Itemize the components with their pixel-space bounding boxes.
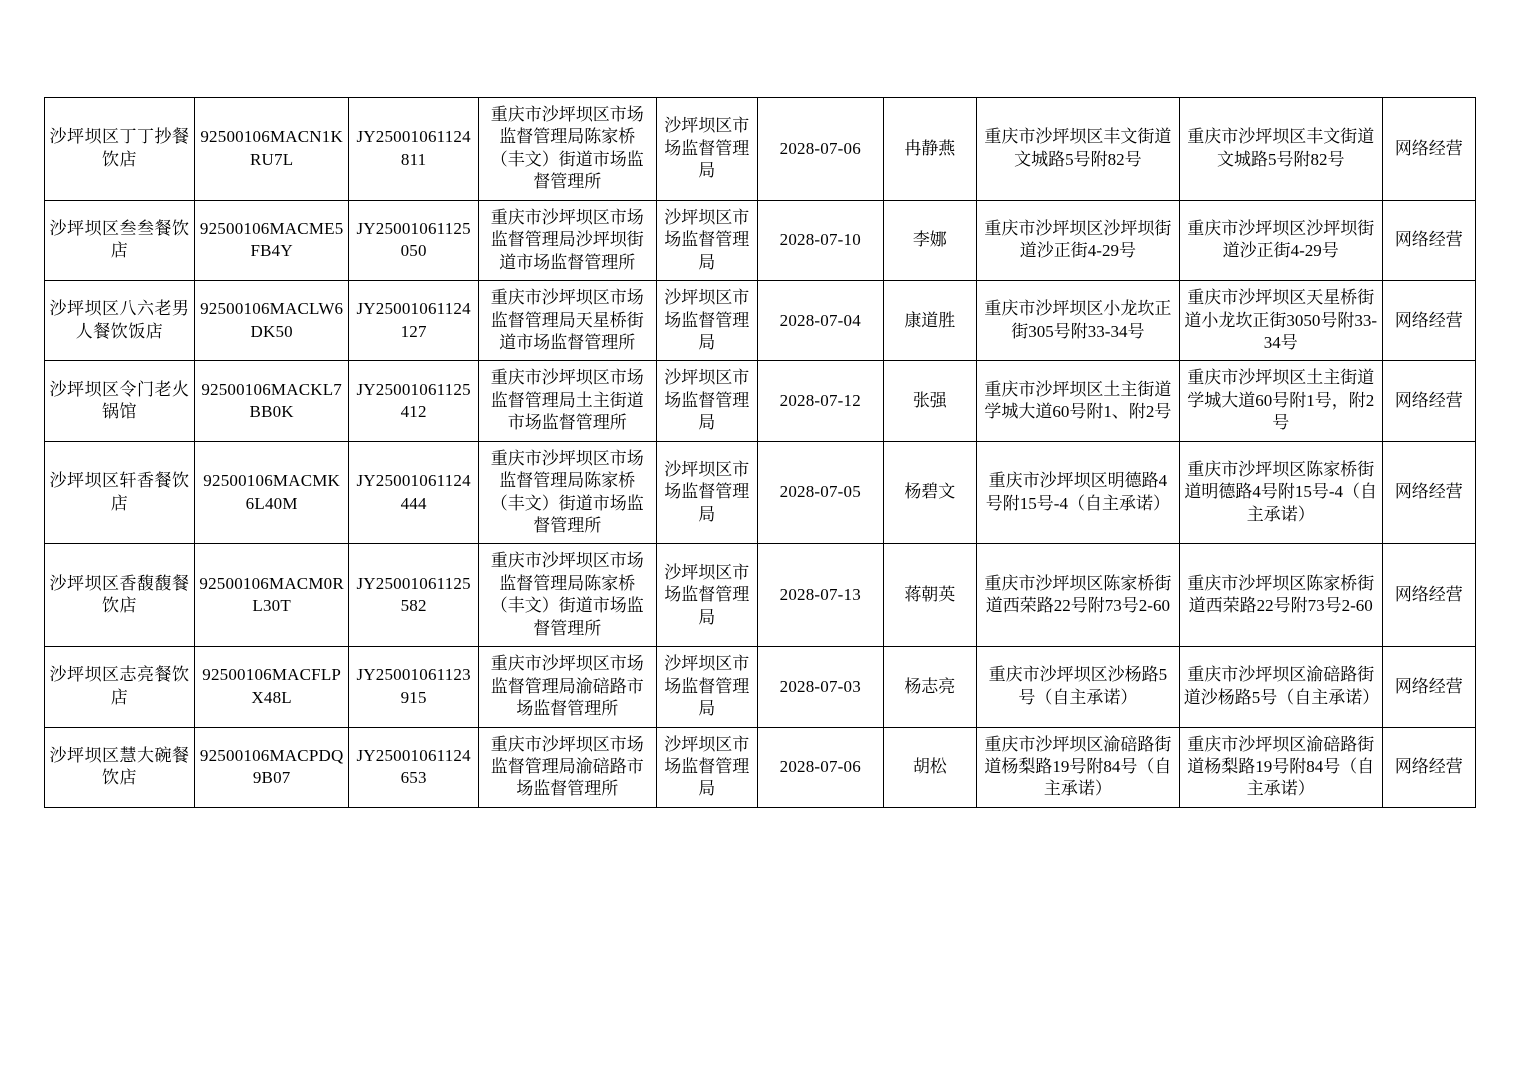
cell-credit-code: 92500106MACLW6DK50 [195, 281, 349, 361]
cell-business-address: 重庆市沙坪坝区小龙坎正街305号附33-34号 [976, 281, 1179, 361]
cell-issuer: 重庆市沙坪坝区市场监督管理局沙坪坝街道市场监督管理所 [479, 200, 656, 280]
cell-business-address: 重庆市沙坪坝区陈家桥街道西荣路22号附73号2-60 [976, 544, 1179, 647]
cell-name: 沙坪坝区志亮餐饮店 [45, 647, 195, 727]
cell-credit-code: 92500106MACPDQ9B07 [195, 727, 349, 807]
cell-business-mode: 网络经营 [1382, 441, 1475, 544]
cell-supervisor: 沙坪坝区市场监督管理局 [656, 200, 757, 280]
cell-business-address: 重庆市沙坪坝区明德路4号附15号-4（自主承诺） [976, 441, 1179, 544]
cell-issuer: 重庆市沙坪坝区市场监督管理局渝碚路市场监督管理所 [479, 727, 656, 807]
table-row [45, 647, 1476, 727]
cell-residence: 重庆市沙坪坝区陈家桥街道明德路4号附15号-4（自主承诺） [1179, 441, 1382, 544]
cell-residence: 重庆市沙坪坝区沙坪坝街道沙正街4-29号 [1179, 200, 1382, 280]
cell-business-mode: 网络经营 [1382, 281, 1475, 361]
table-body [45, 98, 1476, 808]
cell-license-no: JY25001061125050 [349, 200, 479, 280]
cell-business-mode: 网络经营 [1382, 727, 1475, 807]
cell-name: 沙坪坝区叁叁餐饮店 [45, 200, 195, 280]
cell-name: 沙坪坝区丁丁抄餐饮店 [45, 98, 195, 201]
cell-supervisor: 沙坪坝区市场监督管理局 [656, 361, 757, 441]
cell-supervisor: 沙坪坝区市场监督管理局 [656, 727, 757, 807]
cell-business-address: 重庆市沙坪坝区丰文街道文城路5号附82号 [976, 98, 1179, 201]
cell-license-no: JY25001061124444 [349, 441, 479, 544]
cell-business-address: 重庆市沙坪坝区沙杨路5号（自主承诺） [976, 647, 1179, 727]
cell-credit-code: 92500106MACME5FB4Y [195, 200, 349, 280]
table-row [45, 727, 1476, 807]
cell-valid-until: 2028-07-03 [757, 647, 883, 727]
cell-name: 沙坪坝区轩香餐饮店 [45, 441, 195, 544]
cell-issuer: 重庆市沙坪坝区市场监督管理局陈家桥（丰文）街道市场监督管理所 [479, 544, 656, 647]
cell-license-no: JY25001061124127 [349, 281, 479, 361]
cell-credit-code: 92500106MACKL7BB0K [195, 361, 349, 441]
cell-license-no: JY25001061125412 [349, 361, 479, 441]
table-row [45, 361, 1476, 441]
food-license-table [44, 97, 1476, 808]
cell-credit-code: 92500106MACFLPX48L [195, 647, 349, 727]
cell-supervisor: 沙坪坝区市场监督管理局 [656, 647, 757, 727]
cell-issuer: 重庆市沙坪坝区市场监督管理局陈家桥（丰文）街道市场监督管理所 [479, 441, 656, 544]
cell-credit-code: 92500106MACMK6L40M [195, 441, 349, 544]
cell-residence: 重庆市沙坪坝区天星桥街道小龙坎正街3050号附33-34号 [1179, 281, 1382, 361]
cell-issuer: 重庆市沙坪坝区市场监督管理局土主街道市场监督管理所 [479, 361, 656, 441]
cell-legal-person: 冉静燕 [883, 98, 976, 201]
table-row [45, 281, 1476, 361]
cell-residence: 重庆市沙坪坝区丰文街道文城路5号附82号 [1179, 98, 1382, 201]
cell-issuer: 重庆市沙坪坝区市场监督管理局陈家桥（丰文）街道市场监督管理所 [479, 98, 656, 201]
cell-business-address: 重庆市沙坪坝区土主街道学城大道60号附1、附2号 [976, 361, 1179, 441]
cell-legal-person: 蒋朝英 [883, 544, 976, 647]
cell-business-mode: 网络经营 [1382, 647, 1475, 727]
cell-business-mode: 网络经营 [1382, 200, 1475, 280]
cell-valid-until: 2028-07-10 [757, 200, 883, 280]
cell-valid-until: 2028-07-06 [757, 98, 883, 201]
cell-license-no: JY25001061124811 [349, 98, 479, 201]
cell-supervisor: 沙坪坝区市场监督管理局 [656, 441, 757, 544]
cell-issuer: 重庆市沙坪坝区市场监督管理局天星桥街道市场监督管理所 [479, 281, 656, 361]
cell-license-no: JY25001061124653 [349, 727, 479, 807]
cell-business-mode: 网络经营 [1382, 544, 1475, 647]
cell-legal-person: 胡松 [883, 727, 976, 807]
cell-name: 沙坪坝区令门老火锅馆 [45, 361, 195, 441]
table-row [45, 544, 1476, 647]
table-row [45, 441, 1476, 544]
cell-business-address: 重庆市沙坪坝区渝碚路街道杨梨路19号附84号（自主承诺） [976, 727, 1179, 807]
table-row [45, 200, 1476, 280]
cell-valid-until: 2028-07-13 [757, 544, 883, 647]
cell-legal-person: 杨碧文 [883, 441, 976, 544]
cell-credit-code: 92500106MACN1KRU7L [195, 98, 349, 201]
cell-supervisor: 沙坪坝区市场监督管理局 [656, 544, 757, 647]
cell-legal-person: 杨志亮 [883, 647, 976, 727]
cell-legal-person: 康道胜 [883, 281, 976, 361]
cell-issuer: 重庆市沙坪坝区市场监督管理局渝碚路市场监督管理所 [479, 647, 656, 727]
cell-residence: 重庆市沙坪坝区渝碚路街道沙杨路5号（自主承诺） [1179, 647, 1382, 727]
cell-name: 沙坪坝区慧大碗餐饮店 [45, 727, 195, 807]
cell-name: 沙坪坝区八六老男人餐饮饭店 [45, 281, 195, 361]
cell-valid-until: 2028-07-05 [757, 441, 883, 544]
cell-business-mode: 网络经营 [1382, 361, 1475, 441]
cell-residence: 重庆市沙坪坝区土主街道学城大道60号附1号，附2号 [1179, 361, 1382, 441]
cell-supervisor: 沙坪坝区市场监督管理局 [656, 281, 757, 361]
cell-business-address: 重庆市沙坪坝区沙坪坝街道沙正街4-29号 [976, 200, 1179, 280]
cell-license-no: JY25001061123915 [349, 647, 479, 727]
table-row [45, 98, 1476, 201]
cell-residence: 重庆市沙坪坝区渝碚路街道杨梨路19号附84号（自主承诺） [1179, 727, 1382, 807]
cell-credit-code: 92500106MACM0RL30T [195, 544, 349, 647]
cell-supervisor: 沙坪坝区市场监督管理局 [656, 98, 757, 201]
cell-residence: 重庆市沙坪坝区陈家桥街道西荣路22号附73号2-60 [1179, 544, 1382, 647]
cell-valid-until: 2028-07-06 [757, 727, 883, 807]
cell-business-mode: 网络经营 [1382, 98, 1475, 201]
cell-name: 沙坪坝区香馥馥餐饮店 [45, 544, 195, 647]
cell-valid-until: 2028-07-04 [757, 281, 883, 361]
cell-valid-until: 2028-07-12 [757, 361, 883, 441]
cell-legal-person: 李娜 [883, 200, 976, 280]
cell-license-no: JY25001061125582 [349, 544, 479, 647]
cell-legal-person: 张强 [883, 361, 976, 441]
